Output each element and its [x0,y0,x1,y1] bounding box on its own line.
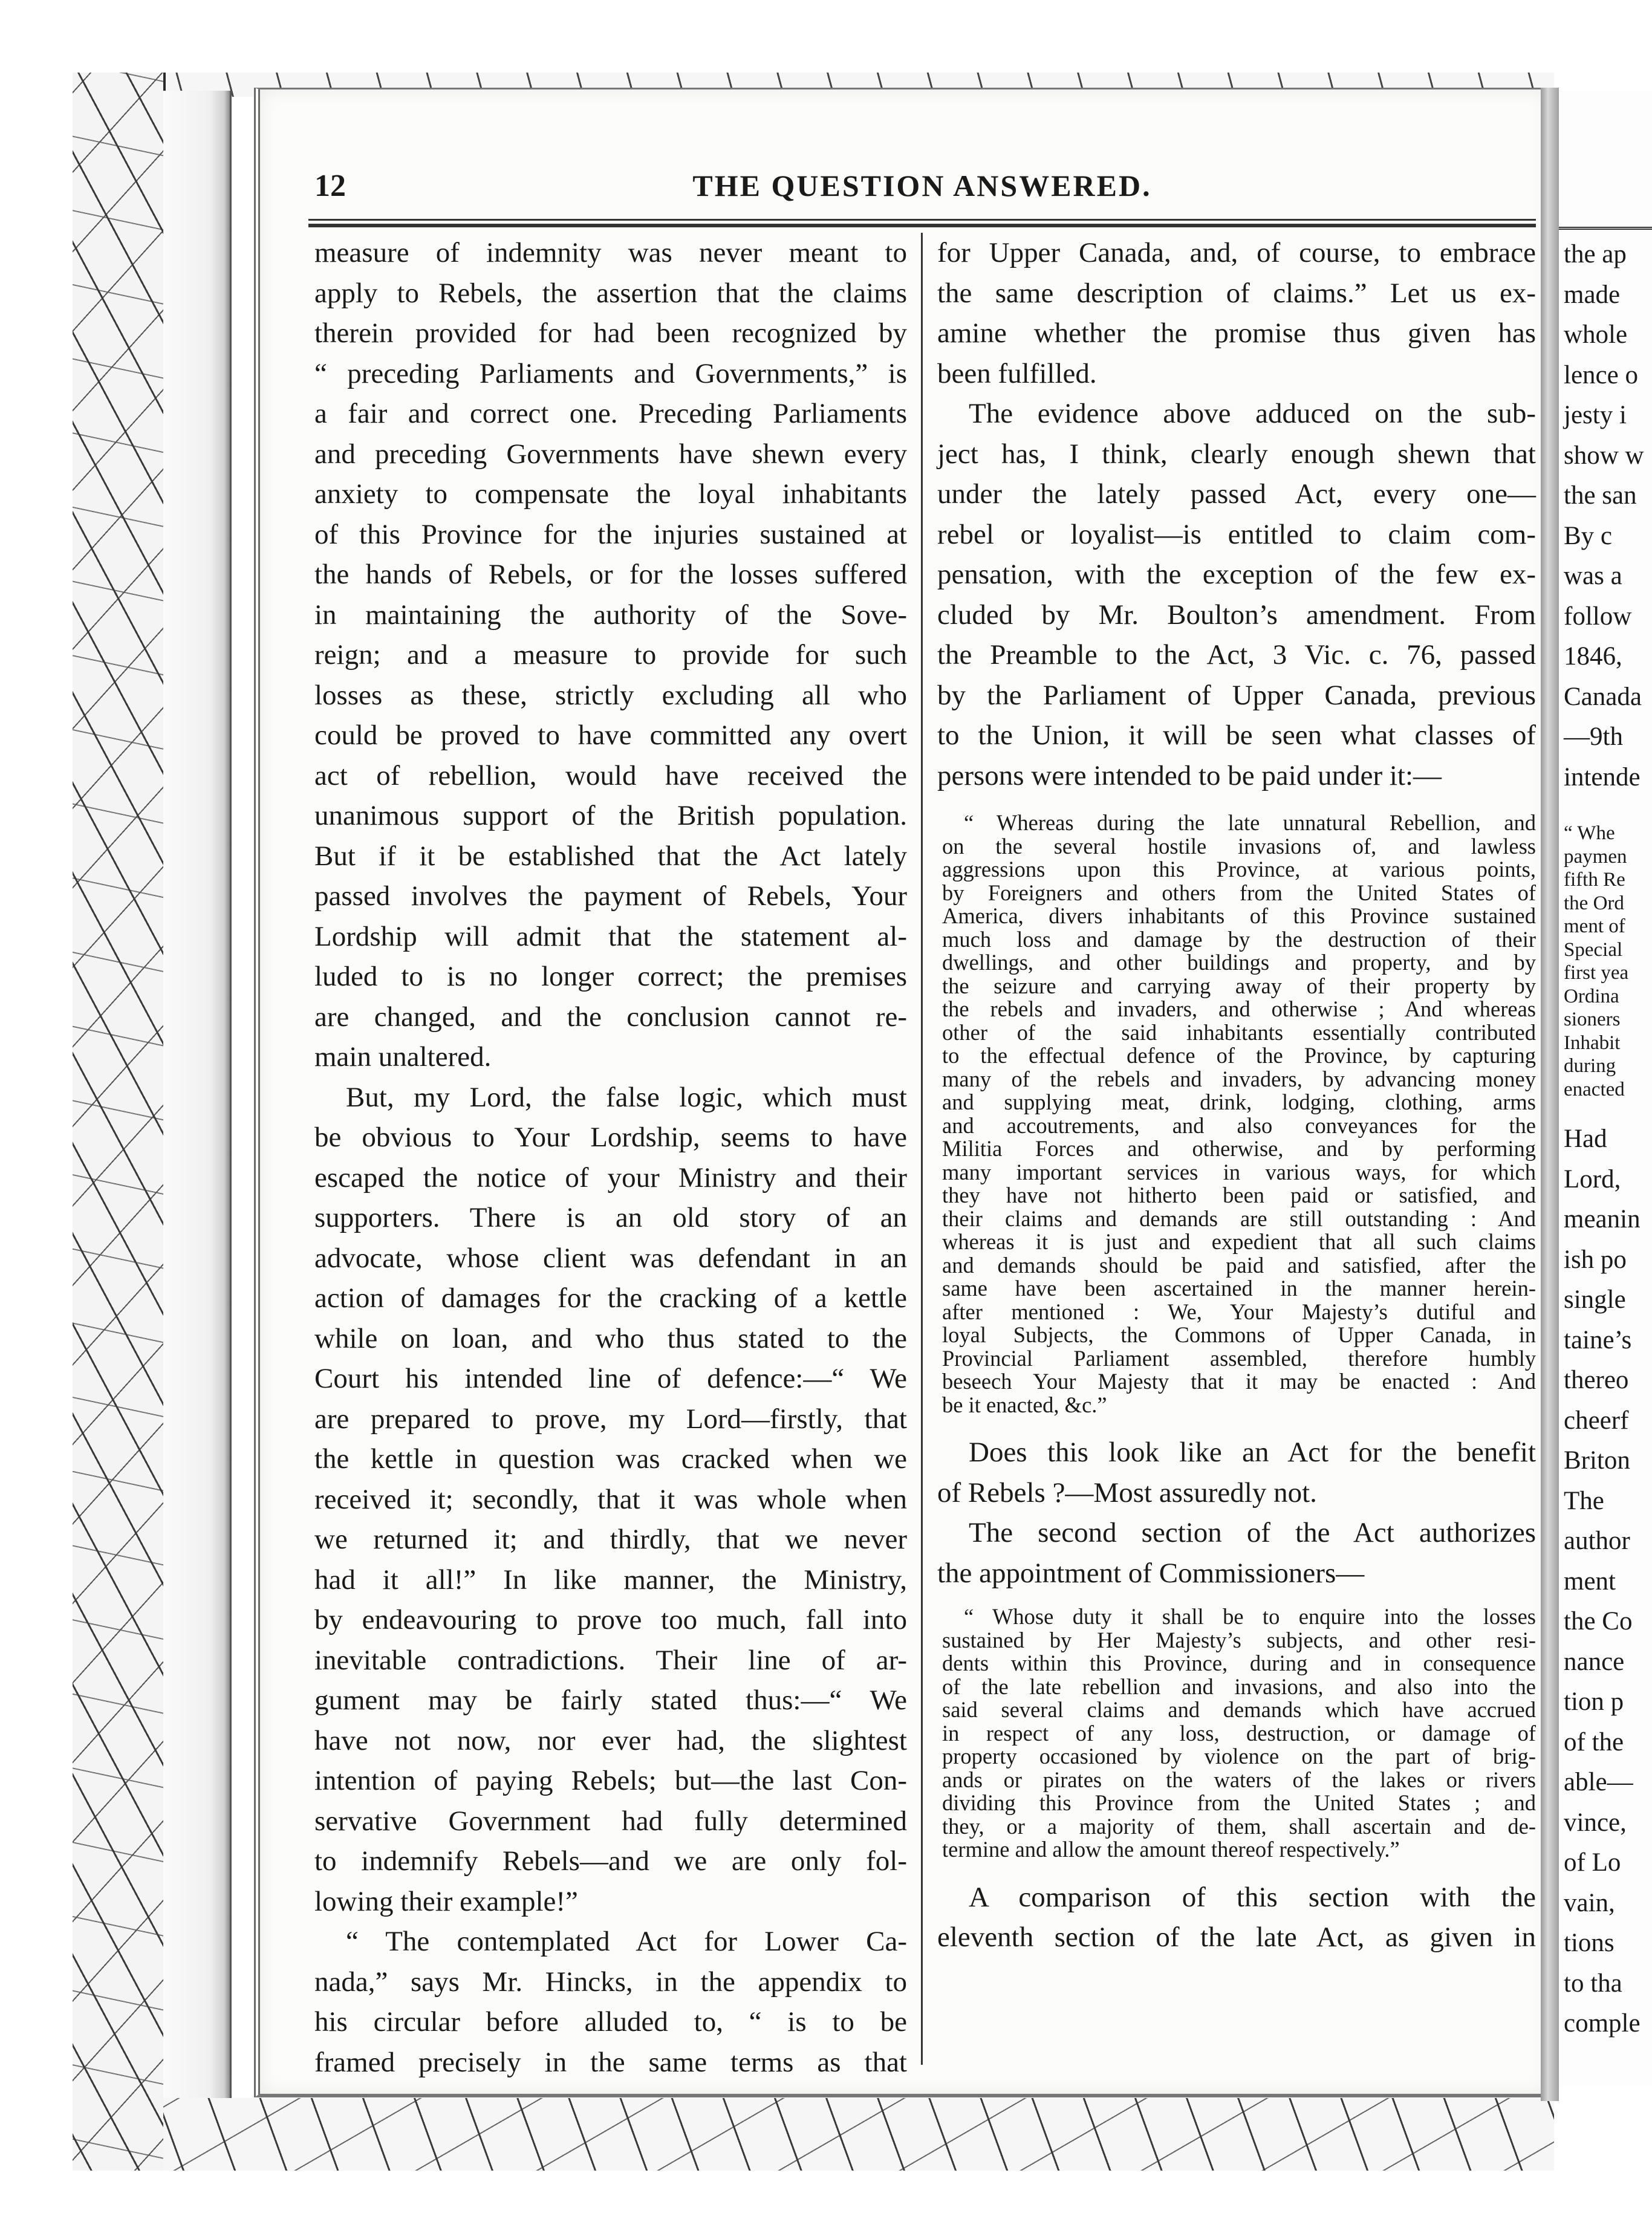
body-line: his circular before alluded to, “ is to be [314,2006,907,2038]
blockquote-preamble-line: and accoutrements, and also conveyances for the [942,1112,1536,1138]
facing-page-line: to tha [1564,1969,1622,1998]
body-line: therein provided for had been recognized by [314,317,907,349]
body-line: Court his intended line of defence:—“ We [314,1363,907,1394]
blockquote-preamble-line: the seizure and carrying away of their property by [942,973,1536,998]
blockquote-preamble-line: many of the rebels and invaders, by advancing money [942,1066,1536,1091]
body-line: be obvious to Your Lordship, seems to have [314,1122,907,1153]
body-line: and preceding Governments have shewn every [314,438,907,470]
page-header [308,168,1536,210]
facing-page-line: cheerf [1564,1406,1629,1435]
facing-page-line: tions [1564,1929,1615,1957]
facing-page-line: nance [1564,1647,1625,1676]
body-line: intention of paying Rebels; but—the last Con- [314,1765,907,1796]
blockquote-preamble-line: loyal Subjects, the Commons of Upper Canada, in [942,1322,1536,1347]
blockquote-preamble-line: their claims and demands are still outstanding : And [942,1206,1536,1231]
body-line: But if it be established that the Act lately [314,840,907,872]
facing-page-line: able— [1564,1768,1633,1796]
blockquote-preamble-line: be it enacted, &c.” [942,1392,1107,1417]
endpaper [163,91,232,2098]
facing-page-line: the san [1564,481,1637,510]
paragraph-evidence-line: by the Parliament of Upper Canada, previous [937,679,1536,711]
paragraph-continued-line: the same description of claims.” Let us ex- [937,277,1536,309]
facing-page-line: intende [1564,762,1641,791]
blockquote-section-two-line: of the late rebellion and invasions, and also into the [942,1674,1536,1699]
body-line: lowing their example!” [314,1885,578,1917]
facing-page-rule [1559,227,1652,230]
column-divider [921,233,923,2065]
facing-page-line: single [1564,1285,1626,1314]
body-line: Lordship will admit that the statement al- [314,920,907,952]
body-line: could be proved to have committed any overt [314,719,907,751]
body-line: reign; and a measure to provide for such [314,639,907,671]
facing-page-line: ish po [1564,1245,1627,1274]
body-line: losses as these, strictly excluding all who [314,679,907,711]
page-number: 12 [314,169,346,203]
body-line: had it all!” In like manner, the Ministry, [314,1564,907,1596]
body-line: nada,” says Mr. Hincks, in the appendix to [314,1966,907,1998]
left-column [314,233,907,2082]
facing-page-line: made [1564,280,1621,309]
body-line: we returned it; and thirdly, that we never [314,1524,907,1555]
facing-page-line: thereo [1564,1366,1629,1394]
paragraph-comparison-line: A comparison of this section with the [969,1881,1536,1913]
blockquote-preamble-line: other of the said inhabitants essentially contributed [942,1019,1536,1045]
facing-page-line: was a [1564,562,1622,590]
body-line: framed precisely in the same terms as that [314,2046,907,2078]
body-line: supporters. There is an old story of an [314,1202,907,1233]
facing-page-line: whole [1564,320,1628,349]
paragraph-question-line: Does this look like an Act for the benefit [969,1437,1536,1468]
facing-page-line: comple [1564,2009,1641,2038]
body-line: But, my Lord, the false logic, which must [346,1081,907,1113]
body-line: passed involves the payment of Rebels, Your [314,880,907,912]
facing-page-line: vince, [1564,1808,1627,1837]
paragraph-evidence-line: rebel or loyalist—is entitled to claim com- [937,518,1536,550]
facing-page-line: 1846, [1564,642,1622,671]
facing-page-line: the ap [1564,240,1627,268]
facing-page-line: vain, [1564,1888,1615,1917]
header-rule [308,219,1536,227]
blockquote-preamble-line: many important services in various ways, for which [942,1159,1536,1184]
paragraph-continued [937,233,1536,394]
blockquote-preamble-line: to the effectual defence of the Province, by capturing [942,1043,1536,1068]
facing-page-line: tion p [1564,1687,1624,1716]
paragraph-evidence-line: cluded by Mr. Boulton’s amendment. From [937,599,1536,631]
body-line: “ preceding Parliaments and Governments,” is [314,357,907,389]
blockquote-section-two-line: dents within this Province, during and in consequence [942,1651,1536,1675]
body-line: measure of indemnity was never meant to [314,237,907,268]
body-line: advocate, whose client was defendant in an [314,1242,907,1274]
paragraph-evidence-line: The evidence above adduced on the sub- [969,398,1536,429]
marbled-bottom-edge [163,2098,1554,2171]
paragraph-evidence [937,394,1536,796]
body-line: while on loan, and who thus stated to the [314,1322,907,1354]
marbled-left-edge [73,73,166,2171]
blockquote-preamble-line: whereas it is just and expedient that all such claims [942,1229,1536,1254]
blockquote-section-two-line: they, or a majority of them, shall ascertain and de- [942,1813,1536,1839]
body-line: anxiety to compensate the loyal inhabitants [314,478,907,510]
facing-page-line: The [1564,1486,1604,1515]
blockquote-preamble-line: and demands should be paid and satisfied, after the [942,1252,1536,1278]
paragraph-comparison-line: eleventh section of the late Act, as given in [937,1921,1536,1953]
paragraph-question-line: of Rebels ?—Most assuredly not. [937,1476,1317,1509]
blockquote-preamble [942,811,1536,1417]
facing-page-line: Inhabit [1564,1031,1621,1054]
blockquote-preamble-line: much loss and damage by the destruction of their [942,926,1536,952]
facing-page-line: Had [1564,1125,1607,1153]
facing-page-line: paymen [1564,845,1627,868]
body-line: the kettle in question was cracked when we [314,1443,907,1475]
facing-page-line: “ Whe [1564,822,1615,844]
body-line: luded to is no longer correct; the premises [314,961,907,992]
facing-page-line: sioners [1564,1009,1621,1030]
body-line: to indemnify Rebels—and we are only fol- [314,1845,907,1877]
paragraph-continued-line: for Upper Canada, and, of course, to embrace [937,237,1536,268]
facing-page-line: the Ord [1564,892,1624,914]
blockquote-section-two-line: dividing this Province from the United States ; and [942,1790,1536,1815]
paragraph-continued-line: amine whether the promise thus given has [937,317,1536,349]
facing-page-line: taine’s [1564,1325,1632,1354]
body-line: the hands of Rebels, or for the losses suffered [314,559,907,590]
running-title: THE QUESTION ANSWERED. [692,169,1152,203]
facing-page-line: of Lo [1564,1848,1621,1877]
page-gutter [1541,88,1559,2101]
paragraph-evidence-line: ject has, I think, clearly enough shewn that [937,438,1536,470]
facing-page-line: By c [1564,521,1613,550]
blockquote-preamble-line: Provincial Parliament assembled, therefore humbly [942,1345,1536,1371]
body-line: main unaltered. [314,1041,492,1073]
facing-page-line: jesty i [1564,401,1627,429]
body-line: apply to Rebels, the assertion that the claims [314,277,907,309]
blockquote-section-two-line: termine and allow the amount thereof respectively.” [942,1837,1400,1862]
body-line: act of rebellion, would have received the [314,759,907,791]
facing-page-line: during [1564,1055,1616,1077]
paragraph-comparison [937,1877,1536,1958]
paragraph-evidence-line: persons were intended to be paid under it:— [937,759,1442,791]
paragraph-evidence-line: under the lately passed Act, every one— [937,478,1536,510]
paragraph-evidence-line: pensation, with the exception of the few ex- [937,559,1536,590]
paragraph-second-section-line: The second section of the Act authorizes [969,1517,1536,1548]
facing-page-line: —9th [1564,723,1623,751]
facing-page-line: first yea [1564,962,1629,984]
facing-page-line: the Co [1564,1607,1633,1635]
blockquote-preamble-line: aggressions upon this Province, at various points, [942,857,1536,882]
facing-page-line: Lord, [1564,1164,1621,1194]
blockquote-preamble-line: after mentioned : We, Your Majesty’s dutiful and [942,1299,1536,1324]
paragraph-question [937,1432,1536,1513]
body-line: a fair and correct one. Preceding Parliaments [314,398,907,429]
blockquote-preamble-line: America, divers inhabitants of this Province sustained [942,903,1536,928]
facing-page-line: author [1564,1527,1630,1555]
paragraph-evidence-line: to the Union, it will be seen what classes of [937,719,1536,751]
blockquote-section-two-line: said several claims and demands which have accrued [942,1697,1536,1722]
blockquote-section-two-line: ands or pirates on the waters of the lakes or rivers [942,1767,1536,1792]
facing-page-line: Canada [1564,682,1642,711]
facing-page-line: of the [1564,1727,1624,1756]
body-line: in maintaining the authority of the Sove- [314,599,907,631]
blockquote-preamble-line: beseech Your Majesty that it may be enacted : And [942,1369,1536,1394]
body-line: “ The contemplated Act for Lower Ca- [346,1926,907,1957]
paragraph-evidence-line: the Preamble to the Act, 3 Vic. c. 76, passed [937,639,1536,671]
facing-page-fragment [1559,91,1652,2086]
paragraph-second-section [937,1513,1536,1593]
body-line: by endeavouring to prove too much, fall into [314,1604,907,1635]
facing-page-line: enacted [1564,1078,1625,1100]
body-line: received it; secondly, that it was whole when [314,1483,907,1515]
blockquote-preamble-line: dwellings, and other buildings and property, and by [942,950,1536,975]
body-line: gument may be fairly stated thus:—“ We [314,1684,907,1716]
facing-page-line: Briton [1564,1446,1630,1475]
blockquote-section-two-line: sustained by Her Majesty’s subjects, and other resi- [942,1627,1536,1652]
blockquote-preamble-line: same have been ascertained in the manner herein- [942,1276,1536,1301]
body-line: are prepared to prove, my Lord—firstly, that [314,1403,907,1435]
facing-page-line: ment of [1564,915,1625,937]
facing-page-line: show w [1564,441,1644,470]
blockquote-preamble-line: on the several hostile invasions of, and lawless [942,833,1536,859]
body-line: escaped the notice of your Ministry and their [314,1161,907,1194]
paragraph-continued-line: been fulfilled. [937,357,1097,389]
facing-page-line: Ordina [1564,985,1619,1007]
blockquote-section-two-line: property occasioned by violence on the part of brig- [942,1744,1536,1769]
blockquote-section-two [942,1605,1536,1862]
blockquote-preamble-line: Militia Forces and otherwise, and by performing [942,1136,1536,1161]
body-line: servative Government had fully determined [314,1805,907,1837]
facing-page-line: Special [1564,938,1623,961]
body-line: are changed, and the conclusion cannot re- [314,1001,907,1033]
facing-page-line: follow [1564,602,1632,631]
facing-page-line: meanin [1564,1205,1641,1233]
paragraph-second-section-line: the appointment of Commissioners— [937,1557,1365,1589]
facing-page-line: lence o [1564,360,1638,389]
blockquote-preamble-line: and supplying meat, drink, lodging, clothing, arms [942,1090,1536,1114]
body-line: unanimous support of the British population. [314,800,907,831]
blockquote-preamble-line: the rebels and invaders, and otherwise ; And whereas [942,996,1536,1021]
blockquote-preamble-line: they have not hitherto been paid or satisfied, and [942,1183,1536,1207]
facing-page-line: fifth Re [1564,869,1625,891]
blockquote-section-two-line: in respect of any loss, destruction, or damage of [942,1720,1536,1746]
body-line: have not now, nor ever had, the slightest [314,1724,907,1756]
blockquote-section-two-line: “ Whose duty it shall be to enquire into the losses [964,1604,1536,1629]
body-line: inevitable contradictions. Their line of ar- [314,1644,907,1676]
body-line: of this Province for the injuries sustained at [314,518,907,550]
facing-page-line: ment [1564,1567,1616,1596]
body-line: action of damages for the cracking of a kettle [314,1282,907,1314]
right-column [937,233,1536,1958]
blockquote-preamble-line: “ Whereas during the late unnatural Rebellion, and [964,810,1536,835]
blockquote-preamble-line: by Foreigners and others from the United States of [942,880,1536,905]
